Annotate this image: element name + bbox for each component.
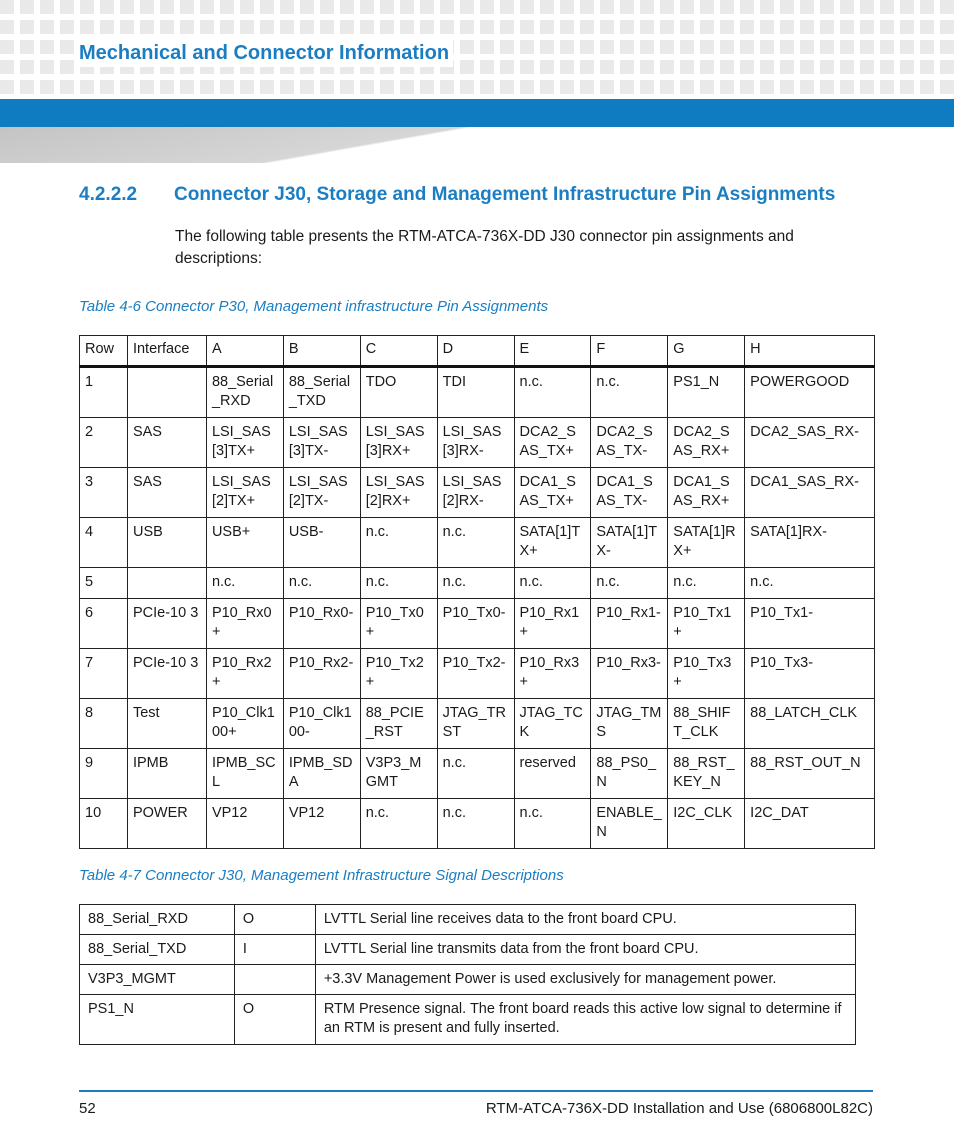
table-cell: reserved [514, 749, 591, 799]
table-cell: n.c. [360, 568, 437, 599]
table-cell: P10_Rx1+ [514, 599, 591, 649]
table-cell: 8 [80, 699, 128, 749]
table-row [80, 518, 875, 568]
table-cell: IPMB_SDA [283, 749, 360, 799]
table-row [80, 965, 856, 995]
table-row [80, 599, 875, 649]
table-cell: 7 [80, 649, 128, 699]
table-cell: SAS [127, 418, 206, 468]
table-cell: 88_PCIE_RST [360, 699, 437, 749]
table-cell: 2 [80, 418, 128, 468]
table-cell: PCIe-10 3 [127, 649, 206, 699]
table-cell: P10_Rx3- [591, 649, 668, 699]
table-cell: O [234, 995, 315, 1045]
table-cell: 88_RST_KEY_N [668, 749, 745, 799]
table-cell: n.c. [514, 367, 591, 418]
table-row [80, 995, 856, 1045]
table-cell: 1 [80, 367, 128, 418]
table-cell: LSI_SAS[2]TX- [283, 468, 360, 518]
table-cell: n.c. [668, 568, 745, 599]
table-cell: n.c. [437, 568, 514, 599]
table-cell: 9 [80, 749, 128, 799]
table-cell: SATA[1]TX- [591, 518, 668, 568]
table-cell: PS1_N [668, 367, 745, 418]
column-header: A [206, 336, 283, 367]
table-cell: P10_Tx1+ [668, 599, 745, 649]
table-cell: P10_Clk100- [283, 699, 360, 749]
table-cell [234, 965, 315, 995]
column-header: C [360, 336, 437, 367]
table-cell: 88_Serial_TXD [283, 367, 360, 418]
table-cell: I2C_CLK [668, 799, 745, 849]
section-heading [79, 184, 899, 206]
column-header: F [591, 336, 668, 367]
table-cell: TDO [360, 367, 437, 418]
table-cell: P10_Tx2+ [360, 649, 437, 699]
table-cell: RTM Presence signal. The front board reads this active low signal to determine if an RTM is present and fully inserted. [315, 995, 855, 1045]
table-cell: LSI_SAS[2]RX- [437, 468, 514, 518]
header-blue-band [0, 99, 954, 127]
column-header: H [745, 336, 875, 367]
column-header: B [283, 336, 360, 367]
table-cell: PS1_N [80, 995, 235, 1045]
table-row [80, 699, 875, 749]
table-cell: P10_Rx2- [283, 649, 360, 699]
table-caption-signal-descriptions: Table 4-7 Connector J30, Management Infrastructure Signal Descriptions [79, 867, 564, 884]
table-cell: n.c. [437, 749, 514, 799]
table-cell: 5 [80, 568, 128, 599]
table-cell: n.c. [437, 518, 514, 568]
table-cell: LSI_SAS[3]RX+ [360, 418, 437, 468]
table-cell: DCA1_SAS_TX- [591, 468, 668, 518]
chapter-title: Mechanical and Connector Information [79, 40, 453, 67]
table-cell: n.c. [745, 568, 875, 599]
table-cell: USB+ [206, 518, 283, 568]
table-row [80, 468, 875, 518]
table-cell: 10 [80, 799, 128, 849]
table-cell: P10_Tx1- [745, 599, 875, 649]
table-row [80, 568, 875, 599]
table-cell: USB- [283, 518, 360, 568]
table-cell: DCA2_SAS_TX- [591, 418, 668, 468]
pin-assignment-table [79, 335, 875, 849]
table-header-row [80, 336, 875, 367]
table-row [80, 799, 875, 849]
table-cell: LSI_SAS[3]TX+ [206, 418, 283, 468]
intro-paragraph: The following table presents the RTM-ATCA-736X-DD J30 connector pin assignments and descriptions: [175, 228, 794, 267]
table-cell: n.c. [591, 367, 668, 418]
table-cell: USB [127, 518, 206, 568]
table-cell: JTAG_TCK [514, 699, 591, 749]
section-number: 4.2.2.2 [79, 184, 138, 205]
table-cell: DCA2_SAS_RX+ [668, 418, 745, 468]
table-cell: ENABLE_N [591, 799, 668, 849]
table-cell: 88_Serial_TXD [80, 935, 235, 965]
table-cell: VP12 [206, 799, 283, 849]
table-cell: LVTTL Serial line transmits data from the front board CPU. [315, 935, 855, 965]
table-cell: +3.3V Management Power is used exclusively for management power. [315, 965, 855, 995]
table-cell: O [234, 905, 315, 935]
signal-description-table [79, 904, 856, 1045]
table-row [80, 749, 875, 799]
table-cell: n.c. [206, 568, 283, 599]
table-cell: VP12 [283, 799, 360, 849]
table-cell: 4 [80, 518, 128, 568]
table-cell: 88_Serial_RXD [206, 367, 283, 418]
table-cell: LSI_SAS[2]TX+ [206, 468, 283, 518]
table-cell: V3P3_MGMT [80, 965, 235, 995]
table-cell: P10_Tx0+ [360, 599, 437, 649]
table-cell: P10_Tx0- [437, 599, 514, 649]
table-cell: LSI_SAS[2]RX+ [360, 468, 437, 518]
table-cell: P10_Tx3+ [668, 649, 745, 699]
table-cell: LVTTL Serial line receives data to the front board CPU. [315, 905, 855, 935]
footer-rule [79, 1090, 873, 1092]
table-row [80, 935, 856, 965]
table-cell: LSI_SAS[3]RX- [437, 418, 514, 468]
table-cell: P10_Tx3- [745, 649, 875, 699]
table-cell: IPMB_SCL [206, 749, 283, 799]
page-number: 52 [79, 1100, 96, 1117]
table-cell: I2C_DAT [745, 799, 875, 849]
table-cell: DCA1_SAS_RX+ [668, 468, 745, 518]
section-title: Connector J30, Storage and Management Infrastructure Pin Assignments [174, 184, 836, 205]
table-cell: 88_Serial_RXD [80, 905, 235, 935]
table-cell [127, 367, 206, 418]
table-row [80, 367, 875, 418]
header-grey-band [0, 127, 954, 163]
column-header: Row [80, 336, 128, 367]
table-caption-pin-assignments: Table 4-6 Connector P30, Management infrastructure Pin Assignments [79, 298, 549, 315]
table-cell: SATA[1]RX+ [668, 518, 745, 568]
table-cell: POWERGOOD [745, 367, 875, 418]
table-cell: P10_Rx0- [283, 599, 360, 649]
table-cell: n.c. [591, 568, 668, 599]
table-cell: I [234, 935, 315, 965]
table-cell: PCIe-10 3 [127, 599, 206, 649]
table-row [80, 905, 856, 935]
table-cell: POWER [127, 799, 206, 849]
table-cell: JTAG_TMS [591, 699, 668, 749]
table-cell: 3 [80, 468, 128, 518]
column-header: G [668, 336, 745, 367]
table-cell: n.c. [360, 799, 437, 849]
table-cell: n.c. [283, 568, 360, 599]
table-row [80, 418, 875, 468]
table-cell: SATA[1]TX+ [514, 518, 591, 568]
table-cell [127, 568, 206, 599]
table-cell: P10_Rx0+ [206, 599, 283, 649]
column-header: Interface [127, 336, 206, 367]
table-cell: TDI [437, 367, 514, 418]
table-cell: n.c. [514, 799, 591, 849]
table-cell: n.c. [437, 799, 514, 849]
table-cell: 6 [80, 599, 128, 649]
table-cell: 88_PS0_N [591, 749, 668, 799]
table-cell: 88_LATCH_CLK [745, 699, 875, 749]
table-cell: P10_Rx2+ [206, 649, 283, 699]
table-cell: 88_RST_OUT_N [745, 749, 875, 799]
table-cell: Test [127, 699, 206, 749]
table-cell: DCA1_SAS_TX+ [514, 468, 591, 518]
table-cell: SAS [127, 468, 206, 518]
table-cell: 88_SHIFT_CLK [668, 699, 745, 749]
table-cell: JTAG_TRST [437, 699, 514, 749]
document-title: RTM-ATCA-736X-DD Installation and Use (6806800L82C) [485, 1100, 873, 1117]
table-cell: P10_Clk100+ [206, 699, 283, 749]
table-cell: LSI_SAS[3]TX- [283, 418, 360, 468]
table-cell: IPMB [127, 749, 206, 799]
table-cell: P10_Rx1- [591, 599, 668, 649]
table-cell: P10_Tx2- [437, 649, 514, 699]
table-cell: DCA1_SAS_RX- [745, 468, 875, 518]
table-cell: V3P3_MGMT [360, 749, 437, 799]
column-header: D [437, 336, 514, 367]
table-cell: P10_Rx3+ [514, 649, 591, 699]
column-header: E [514, 336, 591, 367]
table-cell: n.c. [514, 568, 591, 599]
table-row [80, 649, 875, 699]
table-cell: SATA[1]RX- [745, 518, 875, 568]
table-cell: n.c. [360, 518, 437, 568]
table-cell: DCA2_SAS_TX+ [514, 418, 591, 468]
table-cell: DCA2_SAS_RX- [745, 418, 875, 468]
